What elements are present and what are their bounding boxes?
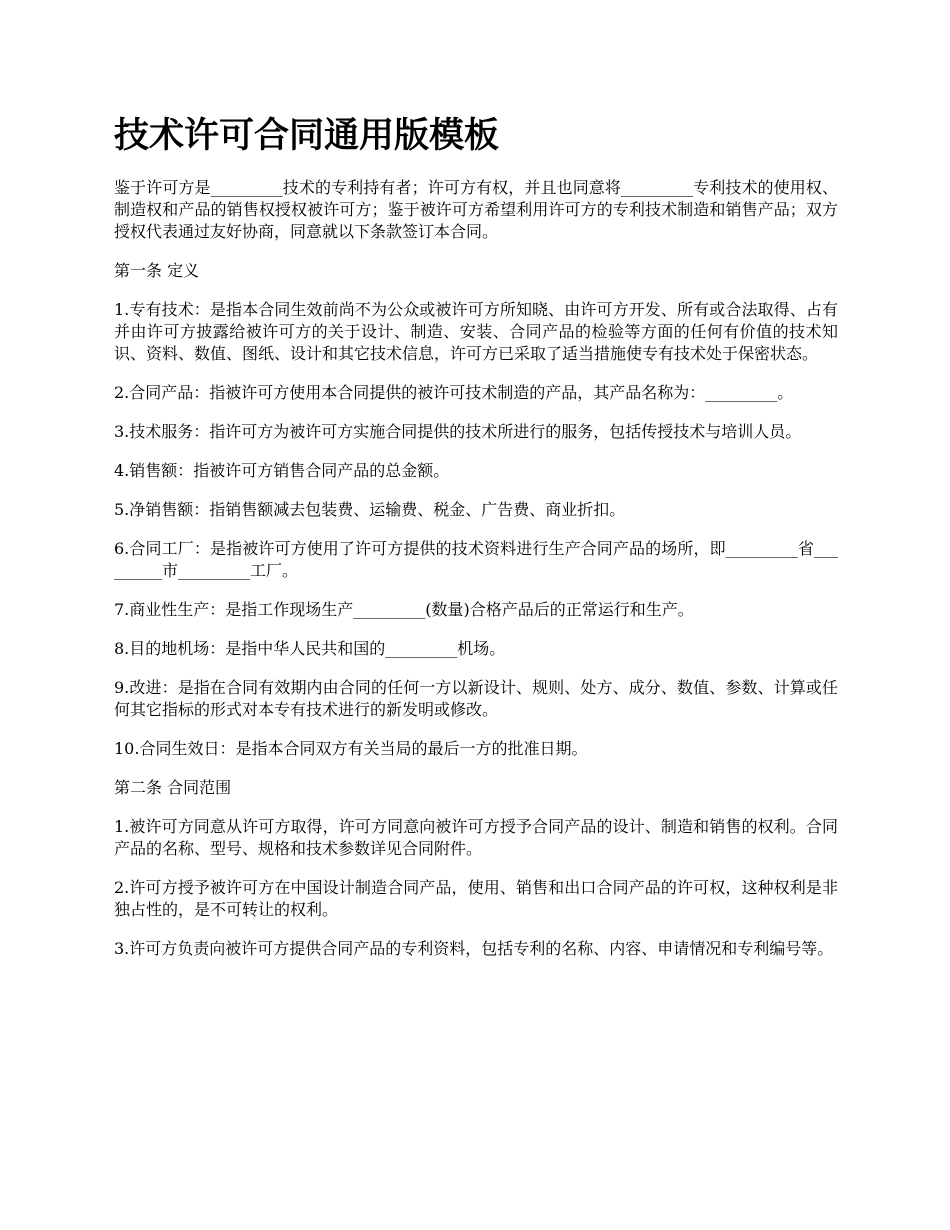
clause-1-6: 6.合同工厂：是指被许可方使用了许可方提供的技术资料进行生产合同产品的场所，即_________省_________市_________工厂。: [114, 539, 838, 580]
clause-1-3: 3.技术服务：指许可方为被许可方实施合同提供的技术所进行的服务，包括传授技术与培训人员。: [114, 422, 802, 441]
clause-1-5: 5.净销售额：指销售额减去包装费、运输费、税金、广告费、商业折扣。: [114, 500, 626, 519]
clause-1-10: 10.合同生效日：是指本合同双方有关当局的最后一方的批准日期。: [114, 739, 588, 758]
clause-1-2: 2.合同产品：指被许可方使用本合同提供的被许可技术制造的产品，其产品名称为：_________。: [114, 383, 794, 402]
clause-1-4: 4.销售额：指被许可方销售合同产品的总金额。: [114, 461, 450, 480]
clause-1-7: 7.商业性生产：是指工作现场生产_________(数量)合格产品后的正常运行和生产。: [114, 600, 694, 619]
clause-2-2: 2.许可方授予被许可方在中国设计制造合同产品，使用、销售和出口合同产品的许可权，这种权利是非独占性的，是不可转让的权利。: [114, 878, 838, 919]
clause-2-1: 1.被许可方同意从许可方取得，许可方同意向被许可方授予合同产品的设计、制造和销售的权利。合同产品的名称、型号、规格和技术参数详见合同附件。: [114, 817, 838, 858]
preamble-paragraph: 鉴于许可方是_________技术的专利持有者；许可方有权，并且也同意将_________专利技术的使用权、制造权和产品的销售权授权被许可方；鉴于被许可方希望利用许可方的专利技术制造和销售产品；双方授权代表通过友好协商，同意就以下条款签订本合同。: [114, 178, 838, 241]
document-page: [114, 108, 838, 977]
clause-2-3: 3.许可方负责向被许可方提供合同产品的专利资料，包括专利的名称、内容、申请情况和专利编号等。: [114, 939, 834, 958]
clause-1-1: 1.专有技术：是指本合同生效前尚不为公众或被许可方所知晓、由许可方开发、所有或合法取得、占有并由许可方披露给被许可方的关于设计、制造、安装、合同产品的检验等方面的任何有价值的技术知识、资料、数值、图纸、设计和其它技术信息，许可方已采取了适当措施使专有技术处于保密状态。: [114, 300, 838, 363]
clause-1-8: 8.目的地机场：是指中华人民共和国的_________机场。: [114, 639, 506, 658]
section-heading-scope: 第二条 合同范围: [114, 778, 232, 797]
document-title: 技术许可合同通用版模板: [114, 116, 500, 156]
section-heading-definitions: 第一条 定义: [114, 261, 200, 280]
clause-1-9: 9.改进：是指在合同有效期内由合同的任何一方以新设计、规则、处方、成分、数值、参数、计算或任何其它指标的形式对本专有技术进行的新发明或修改。: [114, 678, 838, 719]
